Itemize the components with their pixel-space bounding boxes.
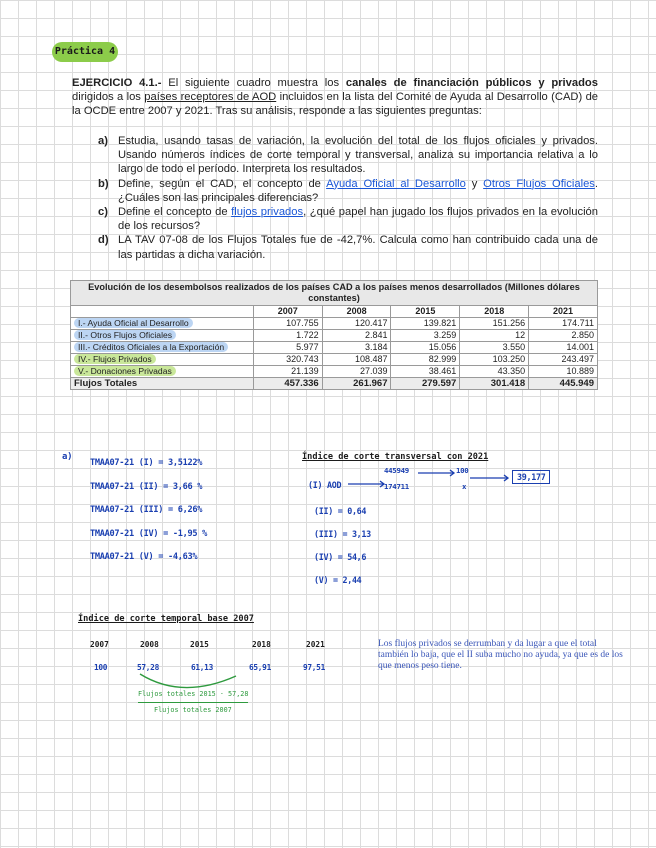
transversal-item: (V) = 2,44 <box>314 575 362 585</box>
temporal-title: Índice de corte temporal base 2007 <box>78 614 254 624</box>
data-table <box>70 280 598 390</box>
year-header: 2021 <box>529 306 598 318</box>
temporal-year: 2018 <box>252 640 271 649</box>
question-b-text-2: y <box>465 177 484 190</box>
question-b <box>98 177 598 205</box>
row-label: Flujos Totales <box>71 378 254 390</box>
question-b-text-1: Define, según el CAD, el concepto de <box>118 177 327 190</box>
question-a <box>98 134 598 177</box>
transversal-title: Índice de corte transversal con 2021 <box>302 452 489 462</box>
question-letter: a) <box>98 135 108 147</box>
row-label <box>71 318 254 330</box>
table-cell: 151.256 <box>460 318 529 330</box>
table-caption: Evolución de los desembolsos realizados de los países CAD a los países menos desarrollados (Millones dólares constantes) <box>71 281 598 306</box>
row-label <box>71 330 254 342</box>
transversal-arrows <box>346 468 516 492</box>
table-cell: 107.755 <box>253 318 322 330</box>
tmaa-item: TMAA07-21 (I) = 3,5122% <box>90 458 203 468</box>
transversal-item: (III) = 3,13 <box>314 529 371 539</box>
row-label <box>71 354 254 366</box>
link-flujos-privados[interactable]: flujos privados <box>231 206 304 219</box>
tmaa-item: TMAA07-21 (III) = 6,26% <box>90 505 203 515</box>
row-label-text: IV.- Flujos Privados <box>74 354 156 364</box>
row-label <box>71 366 254 378</box>
question-c <box>98 205 598 233</box>
table-row <box>71 330 598 342</box>
interpretation-note: Los flujos privados se derrumban y da lugar a que el total también lo baja, que el II suba mucho no ayuda, ya que es de los que menos peso tiene. <box>378 639 623 672</box>
table-cell: 279.597 <box>391 378 460 390</box>
tmaa-item: TMAA07-21 (II) = 3,66 % <box>90 481 203 492</box>
exercise-label: EJERCICIO 4.1.- <box>72 77 162 89</box>
exercise-text-3: incluidos en la lista del Comité de Ayuda al Desarrollo (CAD) de la OCDE entre 2007 y 2021. Tras su análisis, responde a las siguientes preguntas: <box>72 91 599 118</box>
tmaa-item: TMAA07-21 (IV) = -1,95 % <box>90 528 207 539</box>
table-cell: 445.949 <box>529 378 598 390</box>
temporal-year: 2021 <box>306 640 325 649</box>
temporal-year: 2008 <box>140 640 159 649</box>
table-cell: 10.889 <box>529 366 598 378</box>
table-cell: 120.417 <box>322 318 391 330</box>
table-cell: 174.711 <box>529 318 598 330</box>
link-otros-flujos[interactable]: Otros Flujos Oficiales <box>483 177 595 190</box>
transversal-hundred: 100 <box>456 466 469 475</box>
year-header: 2018 <box>460 306 529 318</box>
transversal-result-box: 39,177 <box>512 470 550 484</box>
temporal-value: 65,91 <box>249 663 271 672</box>
tmaa-item: TMAA07-21 (V) = -4,63% <box>90 552 198 562</box>
table-cell: 2.850 <box>529 330 598 342</box>
table-cell: 12 <box>460 330 529 342</box>
practice-tag: Práctica 4 <box>52 42 118 62</box>
table-cell: 243.497 <box>529 354 598 366</box>
question-c-text-2: , ¿qué papel han jugado los flujos privados en la evolución de los recursos? <box>118 206 599 233</box>
temporal-value: 57,28 <box>137 663 159 672</box>
table-cell: 21.139 <box>253 366 322 378</box>
table-cell: 3.184 <box>322 342 391 354</box>
temporal-value: 61,13 <box>191 663 213 672</box>
table-cell: 1.722 <box>253 330 322 342</box>
table-cell: 457.336 <box>253 378 322 390</box>
table-cell: 301.418 <box>460 378 529 390</box>
question-text <box>118 177 598 205</box>
table-cell: 2.841 <box>322 330 391 342</box>
transversal-item: (IV) = 54,6 <box>314 552 367 562</box>
table-cell: 82.999 <box>391 354 460 366</box>
table-corner <box>71 306 254 318</box>
table-cell: 43.350 <box>460 366 529 378</box>
transversal-list <box>314 500 371 592</box>
transversal-x: x <box>462 482 467 491</box>
row-label-text: I.- Ayuda Oficial al Desarrollo <box>74 318 193 328</box>
answer-a-label: a) <box>62 452 73 462</box>
question-letter: c) <box>98 206 108 219</box>
table-cell: 139.821 <box>391 318 460 330</box>
table-row <box>71 318 598 330</box>
temporal-value: 100 <box>94 663 108 672</box>
row-label-text: II.- Otros Flujos Oficiales <box>74 330 176 340</box>
table-row <box>71 342 598 354</box>
year-header: 2007 <box>253 306 322 318</box>
questions-list <box>98 134 598 262</box>
row-label <box>71 342 254 354</box>
table-cell: 3.550 <box>460 342 529 354</box>
question-c-text-1: Define el concepto de <box>118 206 232 219</box>
exercise-bold: canales de financiación públicos y privados <box>345 77 598 89</box>
table-cell: 103.250 <box>460 354 529 366</box>
tmaa-list <box>90 452 207 570</box>
year-header: 2008 <box>322 306 391 318</box>
transversal-bottom: 174711 <box>384 482 409 491</box>
table-cell: 3.259 <box>391 330 460 342</box>
exercise-text-1: El siguiente cuadro muestra los <box>161 77 346 89</box>
row-label-text: V.- Donaciones Privadas <box>74 366 176 376</box>
question-b-text-3: . ¿Cuáles son las principales diferencias? <box>118 177 598 204</box>
question-letter: b) <box>98 177 109 190</box>
transversal-top: 445949 <box>384 466 409 475</box>
green-formula-top: Flujos totales 2015 · 57,28 <box>138 690 249 698</box>
table-row <box>71 354 598 366</box>
question-text <box>118 205 598 233</box>
green-formula-bottom: Flujos totales 2007 <box>154 706 232 714</box>
table-cell: 14.001 <box>529 342 598 354</box>
table-cell: 27.039 <box>322 366 391 378</box>
table-header-row <box>71 306 598 318</box>
question-text: LA TAV 07-08 de los Flujos Totales fue de -42,7%. Calcula como han contribuido cada una de las partidas a dicha variación. <box>118 234 598 261</box>
table-cell: 38.461 <box>391 366 460 378</box>
table-cell: 320.743 <box>253 354 322 366</box>
question-d <box>98 233 598 261</box>
temporal-value: 97,51 <box>303 663 325 672</box>
fraction-line <box>138 702 248 703</box>
exercise-underlined: países receptores de AOD <box>144 91 277 104</box>
table-cell: 5.977 <box>253 342 322 354</box>
transversal-aod-label: (I) AOD <box>308 480 342 490</box>
link-aod[interactable]: Ayuda Oficial al Desarrollo <box>326 177 466 190</box>
table-cell: 15.056 <box>391 342 460 354</box>
row-label-text: III.- Créditos Oficiales a la Exportación <box>74 342 228 352</box>
exercise-text-2: dirigidos a los <box>72 91 145 104</box>
temporal-year: 2015 <box>190 640 209 649</box>
question-text: Estudia, usando tasas de variación, la evolución del total de los flujos oficiales y privados. Usando números índices de corte temporal y transversal, analiza su importancia relativa a lo largo de todo el período. Interpreta los resultados. <box>118 135 598 176</box>
exercise-statement <box>72 76 598 119</box>
question-letter: d) <box>98 234 109 247</box>
table-row <box>71 366 598 378</box>
transversal-item: (II) = 0,64 <box>314 506 367 516</box>
year-header: 2015 <box>391 306 460 318</box>
temporal-year: 2007 <box>90 640 109 649</box>
table-cell: 108.487 <box>322 354 391 366</box>
table-cell: 261.967 <box>322 378 391 390</box>
table-total-row <box>71 378 598 390</box>
